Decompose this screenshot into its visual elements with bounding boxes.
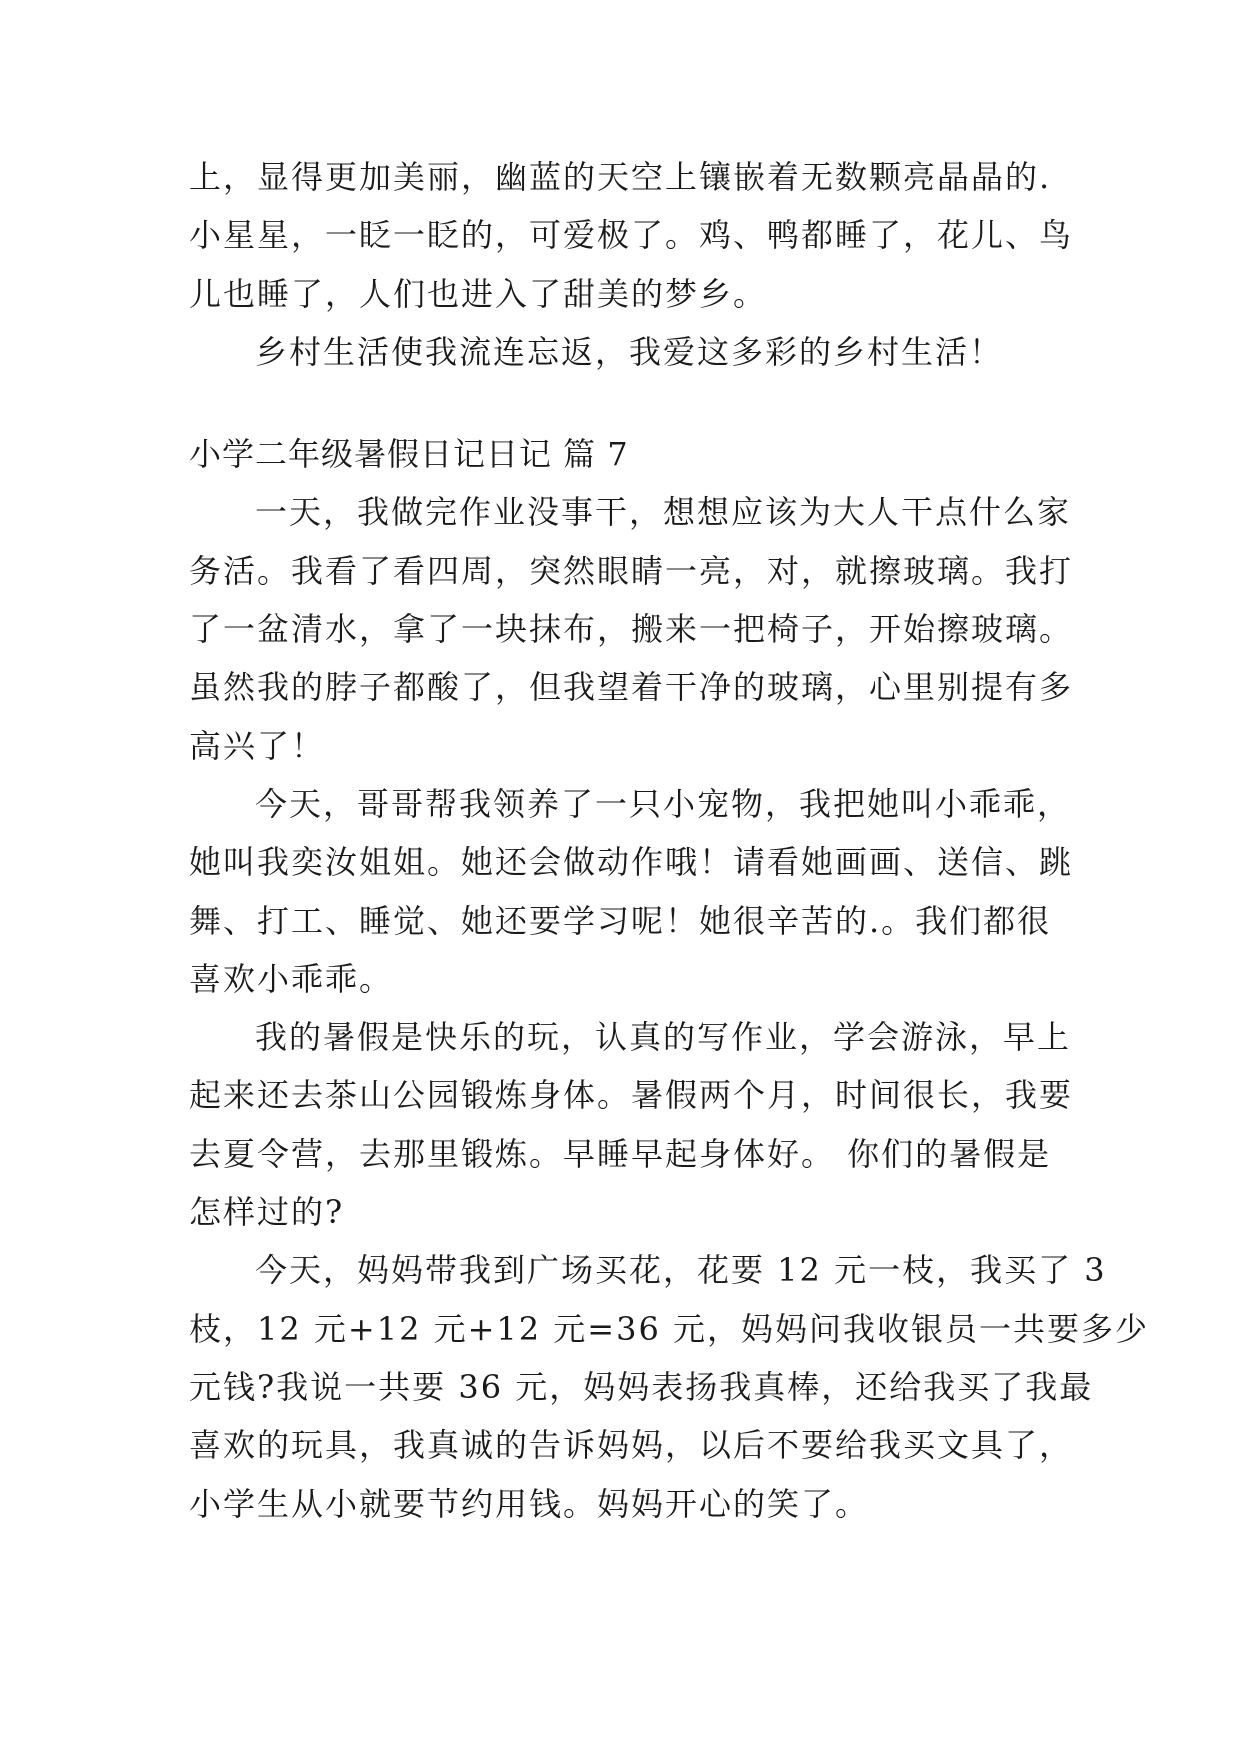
text-line: 务活。我看了看四周，突然眼睛一亮，对，就擦玻璃。我打: [189, 551, 1074, 590]
text-line: 高兴了！: [189, 726, 326, 765]
paragraph-4: [189, 775, 1074, 1008]
text-line: 喜欢小乖乖。: [189, 959, 394, 998]
text-line: 今天，哥哥帮我领养了一只小宠物，我把她叫小乖乖，: [255, 784, 1072, 823]
text-line: 她叫我奕汝姐姐。她还会做动作哦！请看她画画、送信、跳: [189, 843, 1074, 882]
section-spacer: [189, 381, 1059, 425]
text-line: 上，显得更加美丽，幽蓝的天空上镶嵌着无数颗亮晶晶的.: [189, 158, 1052, 196]
text-line: 儿也睡了，人们也进入了甜美的梦乡。: [189, 274, 768, 313]
section-heading: [189, 425, 1059, 483]
paragraph-5: [189, 1008, 1074, 1241]
paragraph-3: [189, 483, 1074, 774]
text-line: 元钱?我说一共要 36 元，妈妈表扬我真棒，还给我买了我最: [189, 1367, 1094, 1406]
text-line: 虽然我的脖子都酸了，但我望着干净的玻璃，心里别提有多: [189, 668, 1074, 707]
text-line: 今天，妈妈带我到广场买花，花要 12 元一枝，我买了 3: [255, 1251, 1107, 1290]
text-line: 起来还去茶山公园锻炼身体。暑假两个月，时间很长，我要: [189, 1076, 1074, 1115]
document-body: [189, 148, 1150, 1533]
text-line: 我的暑假是快乐的玩，认真的写作业，学会游泳，早上: [255, 1018, 1072, 1057]
text-line: 舞、打工、睡觉、她还要学习呢！她很辛苦的.。我们都很: [189, 901, 1052, 940]
text-line: 小学生从小就要节约用钱。妈妈开心的笑了。: [189, 1484, 870, 1523]
paragraph-6: [189, 1241, 1150, 1532]
paragraph-2: [189, 323, 1059, 381]
text-line: 一天，我做完作业没事干，想想应该为大人干点什么家: [255, 493, 1072, 532]
text-line: 小星星，一眨一眨的，可爱极了。鸡、鸭都睡了，花儿、鸟: [189, 216, 1074, 255]
paragraph-1: [189, 148, 1074, 323]
text-line: 了一盆清水，拿了一块抹布，搬来一把椅子，开始擦玻璃。: [189, 610, 1074, 649]
text-line: 喜欢的玩具，我真诚的告诉妈妈，以后不要给我买文具了，: [189, 1426, 1074, 1465]
section-title: 小学二年级暑假日记日记 篇 7: [189, 435, 629, 474]
text-line: 去夏令营，去那里锻炼。早睡早起身体好。 你们的暑假是: [189, 1134, 1052, 1173]
text-line: 枝，12 元+12 元+12 元=36 元，妈妈问我收银员一共要多少: [189, 1309, 1150, 1348]
text-line: 怎样过的?: [189, 1193, 345, 1232]
text-line: 乡村生活使我流连忘返，我爱这多彩的乡村生活！: [255, 332, 1004, 371]
